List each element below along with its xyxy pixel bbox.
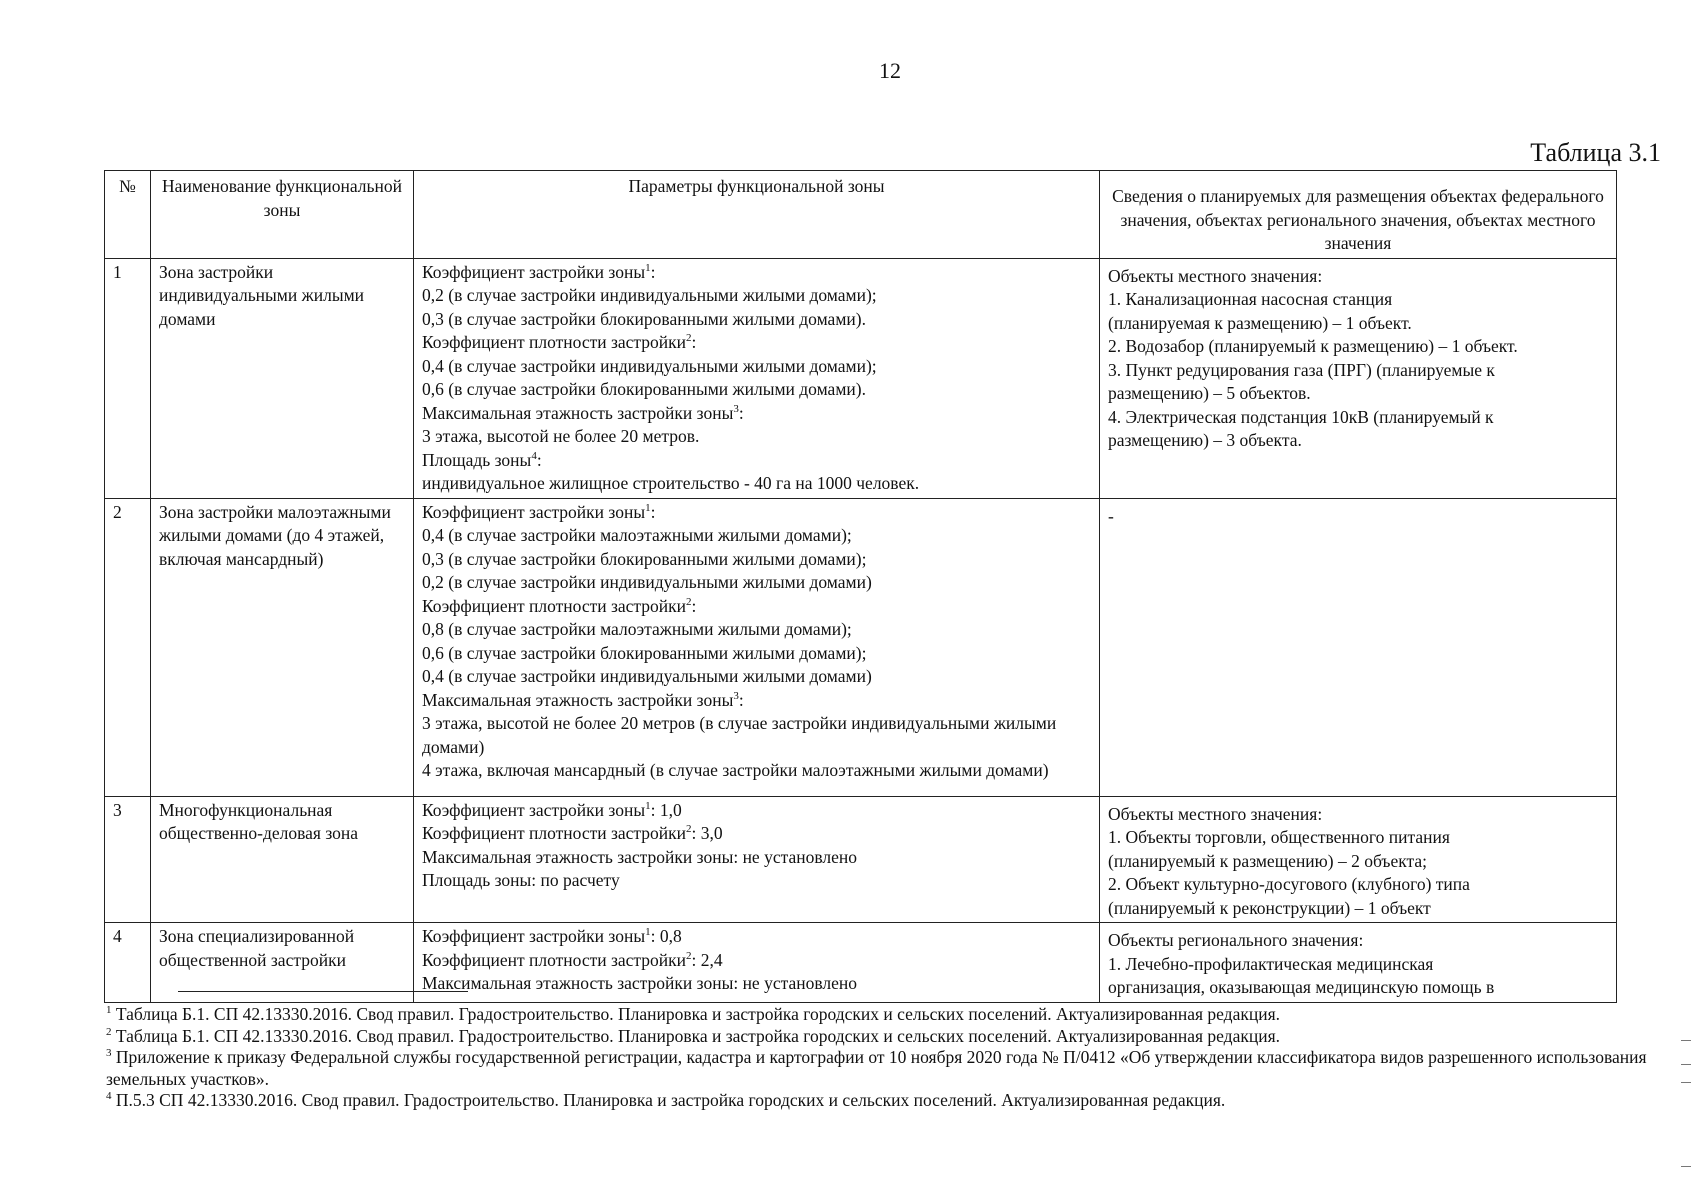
object-line: 1. Объекты торговли, общественного питания: [1108, 827, 1450, 847]
footnote-text: Таблица Б.1. СП 42.13330.2016. Свод правил. Градостроительство. Планировка и застройка городских и сельских поселений. Актуализированная редакция.: [111, 1025, 1281, 1046]
footnote-divider: [178, 991, 468, 992]
parameter-line: [422, 759, 1091, 783]
footnote-reference: 2: [686, 595, 692, 608]
row-number: 1: [105, 258, 151, 498]
edge-mark: [1681, 1166, 1691, 1167]
parameter-text: 0,4 (в случае застройки индивидуальными жилыми домами);: [422, 355, 877, 376]
parameter-line: [422, 524, 1091, 548]
table-header-row: [105, 171, 1617, 259]
object-line: размещению) – 3 объекта.: [1108, 430, 1302, 450]
parameter-text: 0,6 (в случае застройки блокированными жилыми домами);: [422, 642, 867, 663]
parameter-text: Максимальная этажность застройки зоны: не установлено: [422, 973, 857, 993]
planned-objects: [1100, 923, 1617, 1003]
footnote-reference: 3: [733, 402, 739, 415]
parameter-text: 0,4 (в случае застройки индивидуальными жилыми домами): [422, 666, 872, 686]
parameter-line: [422, 822, 1091, 846]
parameter-line: [422, 869, 1091, 893]
object-line: Объекты местного значения:: [1108, 803, 1323, 824]
edge-mark: [1681, 1082, 1691, 1083]
parameter-line: [422, 846, 1091, 870]
parameter-value: :: [691, 595, 697, 616]
parameter-text: 3 этажа, высотой не более 20 метров.: [422, 426, 700, 446]
zone-name: Многофункциональная общественно-деловая зона: [151, 796, 414, 923]
zone-name: Зона специализированной общественной застройки: [151, 923, 414, 1003]
parameter-line: [422, 712, 1091, 759]
parameter-text: Коэффициент плотности застройки: [422, 332, 687, 352]
footnote: [106, 1026, 1666, 1048]
parameter-line: [422, 799, 1091, 823]
footnote-reference: 1: [645, 261, 651, 274]
parameter-text: Площадь зоны: [422, 449, 532, 470]
planned-objects: [1100, 796, 1617, 923]
parameter-value: : 2,4: [691, 949, 723, 970]
parameter-text: Коэффициент застройки зоны: [422, 799, 646, 820]
footnotes: [106, 1004, 1666, 1112]
parameter-value: : 1,0: [650, 799, 682, 820]
parameter-text: 0,4 (в случае застройки малоэтажными жилыми домами);: [422, 525, 852, 545]
parameter-line: [422, 642, 1091, 666]
page-number: 12: [879, 58, 901, 83]
parameter-line: [422, 402, 1091, 426]
parameter-text: Коэффициент плотности застройки: [422, 823, 687, 843]
footnote-reference: 3: [733, 689, 739, 702]
zone-parameters: [414, 796, 1100, 923]
parameter-value: :: [691, 332, 697, 352]
parameter-line: [422, 665, 1091, 689]
object-line: 3. Пункт редуцирования газа (ПРГ) (планируемые к: [1108, 359, 1495, 380]
planned-objects: [1100, 498, 1617, 796]
parameter-text: Коэффициент застройки зоны: [422, 501, 646, 522]
footnote-mark: 2: [106, 1025, 112, 1038]
footnote-mark: 1: [106, 1004, 112, 1017]
object-line: (планируемый к размещению) – 2 объекта;: [1108, 850, 1427, 871]
zone-name: Зона застройки малоэтажными жилыми домами (до 4 этажей, включая мансардный): [151, 498, 414, 796]
object-line: размещению) – 5 объектов.: [1108, 383, 1311, 403]
parameter-line: [422, 449, 1091, 473]
parameter-value: : 3,0: [691, 823, 723, 843]
parameter-line: [422, 472, 1091, 496]
parameter-text: 0,3 (в случае застройки блокированными жилыми домами);: [422, 548, 867, 569]
parameter-line: [422, 689, 1091, 713]
footnote-reference: 4: [531, 449, 537, 462]
edge-mark: [1681, 1040, 1691, 1041]
footnote-text: П.5.3 СП 42.13330.2016. Свод правил. Градостроительство. Планировка и застройка городских и сельских поселений. Актуализированная редакция.: [111, 1090, 1226, 1110]
footnote-reference: 2: [686, 949, 692, 962]
parameter-line: [422, 548, 1091, 572]
parameter-text: Максимальная этажность застройки зоны: [422, 689, 734, 710]
parameter-text: 4 этажа, включая мансардный (в случае застройки малоэтажными жилыми домами): [422, 760, 1049, 780]
table-row: [105, 498, 1617, 796]
object-line: Объекты местного значения:: [1108, 265, 1323, 286]
parameter-value: :: [536, 449, 542, 470]
parameter-text: Площадь зоны: по расчету: [422, 870, 620, 890]
object-line: (планируемый к реконструкции) – 1 объект: [1108, 897, 1431, 918]
footnote-reference: 2: [686, 332, 692, 345]
object-line: 2. Водозабор (планируемый к размещению) – 1 объект.: [1108, 336, 1518, 356]
row-number: 2: [105, 498, 151, 796]
parameter-value: :: [650, 501, 656, 522]
footnote-reference: 1: [645, 926, 651, 939]
parameter-value: :: [650, 261, 656, 282]
zone-parameters: [414, 498, 1100, 796]
parameter-text: Максимальная этажность застройки зоны: [422, 402, 734, 423]
header-zone-parameters: Параметры функциональной зоны: [414, 171, 1100, 259]
footnote-text: Таблица Б.1. СП 42.13330.2016. Свод правил. Градостроительство. Планировка и застройка городских и сельских поселений. Актуализированная редакция.: [111, 1004, 1281, 1024]
zone-name: Зона застройки индивидуальными жилыми домами: [151, 258, 414, 498]
parameter-line: [422, 355, 1091, 379]
footnote-mark: 4: [106, 1090, 112, 1103]
parameter-line: [422, 595, 1091, 619]
parameter-line: [422, 501, 1091, 525]
functional-zones-table: [104, 170, 1617, 1003]
row-number: 3: [105, 796, 151, 923]
parameter-line: [422, 571, 1091, 595]
parameter-text: Коэффициент плотности застройки: [422, 595, 687, 616]
footnote: [106, 1004, 1666, 1026]
footnote-reference: 1: [645, 799, 651, 812]
parameter-text: 0,2 (в случае застройки индивидуальными жилыми домами);: [422, 285, 877, 305]
parameter-value: :: [738, 402, 744, 423]
parameter-text: Максимальная этажность застройки зоны: не установлено: [422, 846, 857, 867]
parameter-text: 3 этажа, высотой не более 20 метров (в случае застройки индивидуальными жилыми домами): [422, 713, 1057, 757]
header-planned-objects: Сведения о планируемых для размещения объектах федерального значения, объектах регионального значения, объектах местного значения: [1100, 171, 1617, 259]
parameter-line: [422, 972, 1091, 996]
parameter-line: [422, 261, 1091, 285]
footnote: [106, 1090, 1666, 1112]
parameter-text: Коэффициент застройки зоны: [422, 926, 646, 946]
table-row: [105, 258, 1617, 498]
parameter-text: индивидуальное жилищное строительство - 40 га на 1000 человек.: [422, 473, 920, 493]
parameter-text: 0,3 (в случае застройки блокированными жилыми домами).: [422, 308, 866, 329]
parameter-line: [422, 949, 1091, 973]
object-line: (планируемая к размещению) – 1 объект.: [1108, 312, 1412, 333]
table-row: [105, 796, 1617, 923]
row-number: 4: [105, 923, 151, 1003]
parameter-text: Коэффициент застройки зоны: [422, 261, 646, 282]
parameter-line: [422, 331, 1091, 355]
footnote: [106, 1047, 1666, 1090]
parameter-value: : 0,8: [650, 926, 682, 946]
parameter-line: [422, 618, 1091, 642]
table-caption: Таблица 3.1: [1530, 138, 1661, 167]
object-line: 1. Лечебно-профилактическая медицинская: [1108, 953, 1434, 974]
header-zone-name: Наименование функциональной зоны: [151, 171, 414, 259]
object-line: Объекты регионального значения:: [1108, 930, 1364, 950]
parameter-line: [422, 284, 1091, 308]
header-number: №: [105, 171, 151, 259]
object-line: 1. Канализационная насосная станция: [1108, 289, 1393, 309]
zone-parameters: [414, 258, 1100, 498]
parameter-text: 0,6 (в случае застройки блокированными жилыми домами).: [422, 379, 866, 399]
parameter-text: 0,8 (в случае застройки малоэтажными жилыми домами);: [422, 619, 852, 639]
footnote-mark: 3: [106, 1047, 112, 1060]
planned-objects: [1100, 258, 1617, 498]
footnote-text: Приложение к приказу Федеральной службы государственной регистрации, кадастра и картографии от 10 ноября 2020 года № П/0412 «Об утверждении классификатора видов разрешенного использования земельных участков».: [106, 1047, 1647, 1089]
footnote-reference: 2: [686, 823, 692, 836]
parameter-line: [422, 378, 1091, 402]
zone-parameters: [414, 923, 1100, 1003]
parameter-value: :: [738, 689, 744, 710]
parameter-text: Коэффициент плотности застройки: [422, 949, 687, 970]
parameter-text: 0,2 (в случае застройки индивидуальными жилыми домами): [422, 572, 872, 592]
footnote-reference: 1: [645, 501, 651, 514]
parameter-line: [422, 425, 1091, 449]
object-line: организация, оказывающая медицинскую помощь в: [1108, 977, 1495, 997]
object-line: 4. Электрическая подстанция 10кВ (планируемый к: [1108, 406, 1494, 427]
parameter-line: [422, 308, 1091, 332]
parameter-line: [422, 925, 1091, 949]
object-line: -: [1108, 505, 1114, 526]
edge-mark: [1681, 1064, 1691, 1065]
object-line: 2. Объект культурно-досугового (клубного) типа: [1108, 874, 1470, 894]
